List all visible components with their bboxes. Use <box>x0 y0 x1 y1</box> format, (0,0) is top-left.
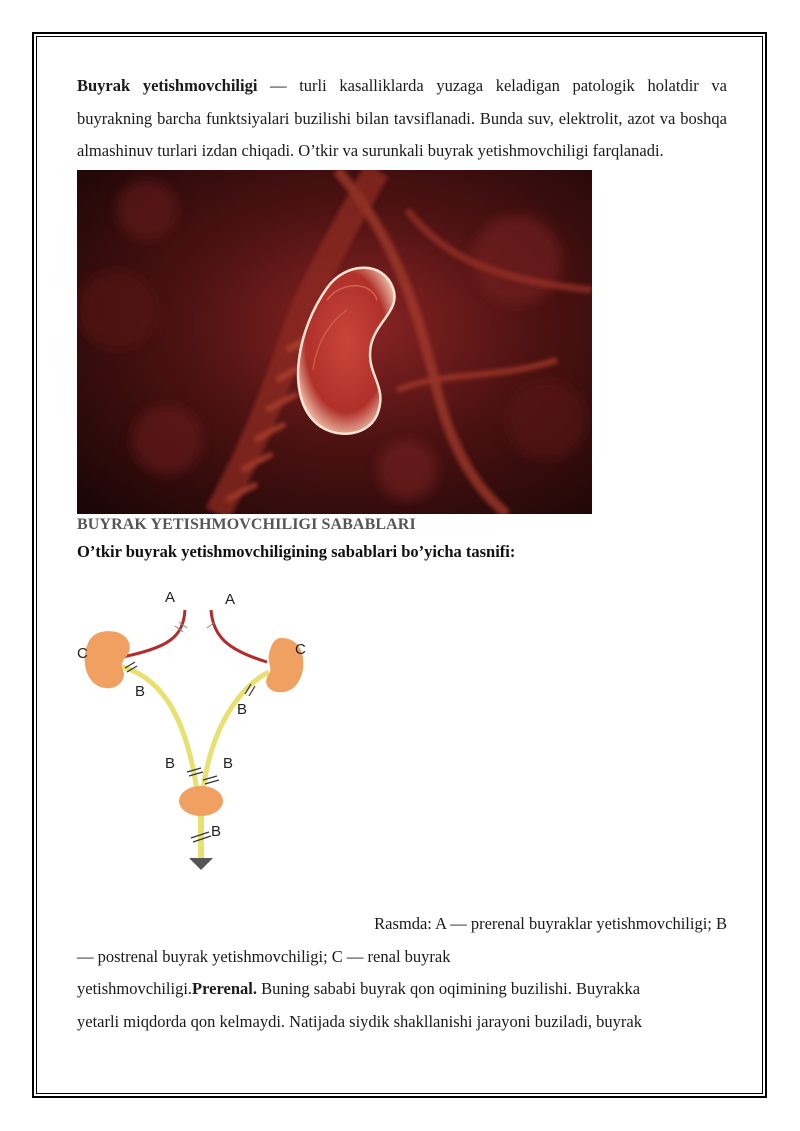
left-kidney <box>85 631 130 688</box>
caption-line-3-start: yetishmovchiligi. <box>77 979 193 998</box>
label-b-left-ureter: B <box>165 755 176 772</box>
intro-text: — turli kasalliklarda yuzaga keladigan patologik holatdir va buyrakning barcha funktsiyalari buzilishi bilan tavsiflanadi. Bunda suv, elektrolit, azot va boshqa almashinuv turlari izdan chiqadi. O’tkir va surunkali buyrak yetishmovchiligi farqlanadi. <box>77 76 728 160</box>
label-b-left-kidney: B <box>135 683 146 700</box>
label-a-right: A <box>225 591 236 608</box>
label-b-right-kidney: B <box>237 701 248 718</box>
prerenal-term: Prerenal. <box>192 979 257 998</box>
left-ureter <box>119 666 197 791</box>
sub-heading: O’tkir buyrak yetishmovchiligining sabablari bo’yicha tasnifi: <box>77 541 516 561</box>
section-heading: BUYRAK YETISHMOVCHILIGI SABABLARI <box>77 515 416 533</box>
urethra-tip <box>189 858 213 870</box>
label-b-right-ureter: B <box>223 755 234 772</box>
urinary-diagram-container <box>77 570 727 870</box>
label-b-urethra: B <box>211 823 222 840</box>
caption-line-4: yetarli miqdorda qon kelmaydi. Natijada siydik shakllanishi jarayoni buziladi, buyrak <box>77 1011 642 1031</box>
caption-line-1: Rasmda: A — prerenal buyraklar yetishmovchiligi; B <box>374 914 727 933</box>
urinary-system-diagram <box>71 576 331 876</box>
right-ureter <box>203 672 269 791</box>
caption-line-2: — postrenal buyrak yetishmovchiligi; C — renal buyrak <box>77 946 451 966</box>
label-a-left: A <box>165 589 176 606</box>
document-content <box>77 70 727 870</box>
caption-line-3-rest: Buning sababi buyrak qon oqimining buzilishi. Buyrakka <box>256 979 641 998</box>
intro-term: Buyrak yetishmovchiligi <box>77 76 258 95</box>
right-artery <box>211 610 267 662</box>
intro-paragraph <box>77 70 727 168</box>
prerenal-paragraph <box>77 973 727 1006</box>
kidney-photo <box>77 170 592 514</box>
label-c-right: C <box>295 641 306 658</box>
label-c-left: C <box>77 645 88 662</box>
bladder <box>179 786 223 816</box>
caption-block <box>77 908 727 1038</box>
